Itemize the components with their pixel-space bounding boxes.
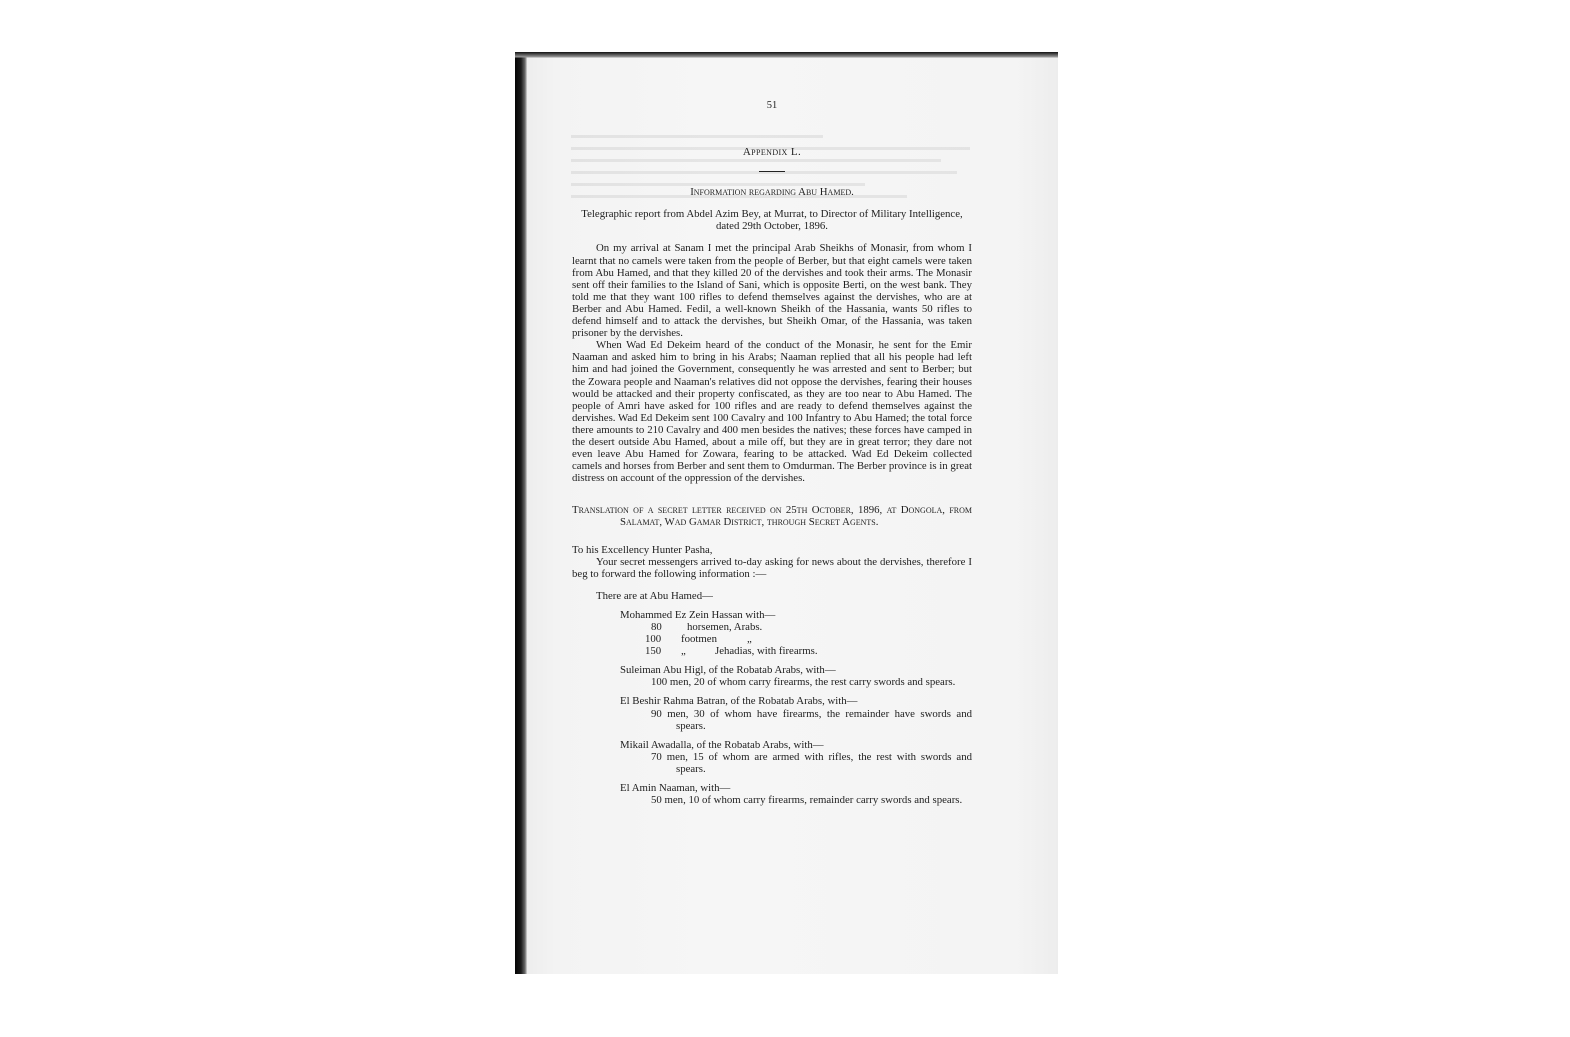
title-rule [759,171,785,172]
group-leader: Mohammed Ez Zein Hassan with— [620,608,776,621]
group-leader: El Beshir Rahma Batran, of the Robatab Arabs, with— [620,695,858,708]
report-title: Telegraphic report from Abdel Azim Bey, at Murrat, to Director of Military Intelligence, dated 29th October, 1896. [581,208,963,233]
letter-paragraph: Your secret messengers arrived to-day asking for news about the dervishes, therefore I beg to forward the following information :— [572,555,972,580]
page-number: 51 [766,100,778,111]
group-leader: Mikail Awadalla, of the Robatab Arabs, with— [620,738,824,751]
force-row: 100 footmen „ [645,633,752,646]
list-intro: There are at Abu Hamed— [596,589,713,602]
force-row: 80 horsemen, Arabs. [651,621,763,633]
group-detail: 90 men, 30 of whom have firearms, the remainder have swords and spears. [651,707,972,732]
group-leader: El Amin Naaman, with— [620,782,731,795]
group-detail: 70 men, 15 of whom are armed with rifles, the rest with swords and spears. [651,750,972,775]
translation-heading: Translation of a secret letter received on 25th October, 1896, at Dongola, from Salamat, Wad Gamar District, through Secret Agents. [572,504,972,529]
group-leader: Suleiman Abu Higl, of the Robatab Arabs, with— [620,664,836,677]
group-detail: 100 men, 20 of whom carry firearms, the rest carry swords and spears. [651,676,956,689]
letter-address: To his Excellency Hunter Pasha, [572,543,713,556]
scanned-page [515,52,1058,974]
appendix-title: Appendix L. [742,146,802,159]
page-text [572,100,972,806]
page-top-edge [515,52,1058,58]
group-detail: 50 men, 10 of whom carry firearms, remainder carry swords and spears. [651,794,963,807]
report-paragraph-1: On my arrival at Sanam I met the principal Arab Sheikhs of Monasir, from whom I learnt that no camels were taken from the people of Berber, but that eight camels were taken from Abu Hamed, and that they killed 20 of the dervishes and took their arms. The Monasir sent off their families to the Island of Sani, which is opposite Berti, on the west bank. They told me that they want 100 rifles to defend themselves against the dervishes, who are at Berber and Abu Hamed. Fedil, a well-known Sheikh of the Hassania, wants 50 rifles to defend himself and to attack the dervishes, but Sheikh Omar, of the Hassania, was taken prisoner by the dervishes. [572,242,972,340]
force-row: 150 „ Jehadias, with firearms. [645,645,818,658]
book-spine-shadow [515,52,527,974]
report-paragraph-2: When Wad Ed Dekeim heard of the conduct of the Monasir, he sent for the Emir Naaman and asked him to bring in his Arabs; Naaman replied that all his people had left him and had joined the Government, consequently he was arrested and sent to Berber; but the Zowara people and Naaman's relatives did not oppose the dervishes, fearing their houses would be attacked and their property confiscated, as they are too near to Abu Hamed. The people of Amri have asked for 100 rifles and are ready to defend themselves against the dervishes. Wad Ed Dekeim sent 100 Cavalry and 100 Infantry to Abu Hamed; the total force there amounts to 210 Cavalry and 400 men besides the natives; these forces have camped in the desert outside Abu Hamed, about a mile off, but they are in great terror; they dare not even leave Abu Hamed for Zowara, fearing to be attacked. Wad Ed Dekeim collected camels and horses from Berber and sent them to Omdurman. The Berber province is in great distress on account of the oppression of the dervishes. [572,339,972,485]
section-heading: Information regarding Abu Hamed. [690,186,854,199]
